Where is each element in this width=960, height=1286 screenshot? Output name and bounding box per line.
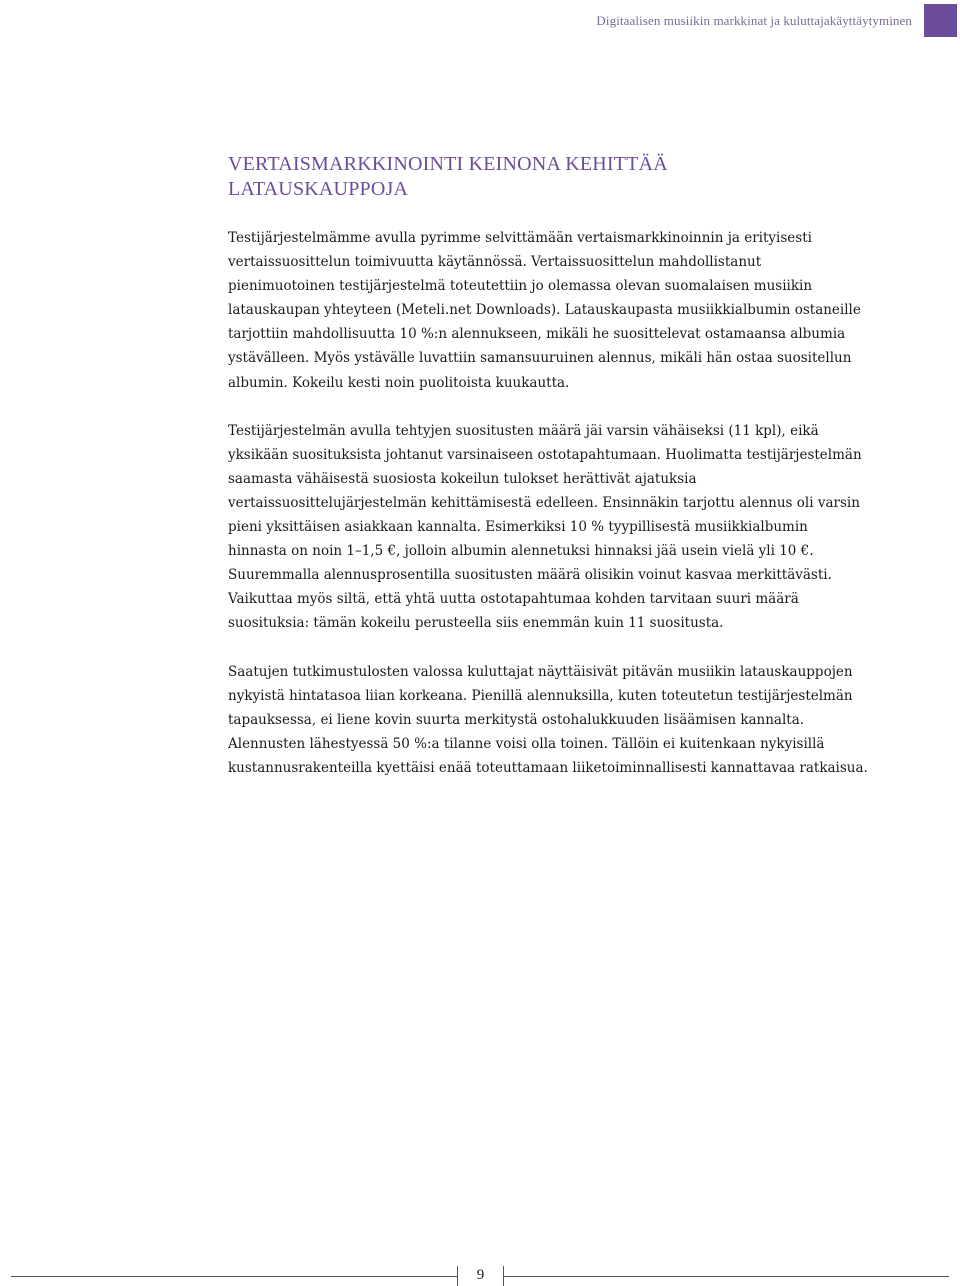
body-text (228, 226, 868, 804)
footer-rule-left (11, 1276, 457, 1277)
footer-rule-right (503, 1276, 949, 1277)
paragraph-2: Testijärjestelmän avulla tehtyjen suositusten määrä jäi varsin vähäiseksi (11 kpl), eikä yksikään suosituksista johtanut varsinaiseen ostotapahtumaan. Huolimatta testijärjestelmän saamasta vähäisestä suosiosta kokeilun tulokset herättivät ajatuksia vertaissuosittelujärjestelmän kehittämisestä edelleen. Ensinnäkin tarjottu alennus oli varsin pieni yksittäisen asiakkaan kannalta. Esimerkiksi 10 % tyypillisestä musiikkialbumin hinnasta on noin 1–1,5 €, jolloin albumin alennetuksi hinnaksi jää usein vielä yli 10 €. Suuremmalla alennusprosentilla suositusten määrä olisikin voinut kasvaa merkittävästi. Vaikuttaa myös siltä, että yhtä uutta ostotapahtumaa kohden tarvitaan suuri määrä suosituksia: tämän kokeilu perusteella siis enemmän kuin 11 suositusta. (228, 422, 862, 632)
section-title (228, 152, 868, 202)
section-title-line1: VERTAISMARKKINOINTI KEINONA KEHITTÄÄ (228, 153, 668, 175)
paragraph-3: Saatujen tutkimustulosten valossa kuluttajat näyttäisivät pitävän musiikin latauskauppojen nykyistä hintatasoa liian korkeana. Pienillä alennuksilla, kuten toteutetun testijärjestelmän tapauksessa, ei liene kovin suurta merkitystä ostohalukkuuden lisäämisen kannalta. Alennusten lähestyessä 50 %:a tilanne voisi olla toinen. Tällöin ei kuitenkaan nykyisillä kustannusrakenteilla kyettäisi enää toteuttamaan liiketoiminnallisesti kannattavaa ratkaisua. (228, 663, 868, 776)
page-number: 9 (476, 1267, 485, 1283)
section-title-line2: LATAUSKAUPPOJA (228, 178, 409, 200)
paragraph-1: Testijärjestelmämme avulla pyrimme selvittämään vertaismarkkinoinnin ja erityisesti vertaissuosittelun toimivuutta käytännössä. Vertaissuosittelun mahdollistanut pienimuotoinen testijärjestelmä toteutettiin jo olemassa olevan suomalaisen musiikin latauskaupan yhteyteen (Meteli.net Downloads). Latauskaupasta musiikkialbumin ostaneille tarjottiin mahdollisuutta 10 %:n alennukseen, mikäli he suosittelevat ostamaansa albumia ystävälleen. Myös ystävälle luvattiin samansuuruinen alennus, mikäli hän ostaa suositellun albumin. Kokeilu kesti noin puolitoista kuukautta. (228, 230, 861, 391)
header-accent-square (924, 4, 957, 37)
running-header: Digitaalisen musiikin markkinat ja kuluttajakäyttäytyminen (596, 13, 912, 28)
